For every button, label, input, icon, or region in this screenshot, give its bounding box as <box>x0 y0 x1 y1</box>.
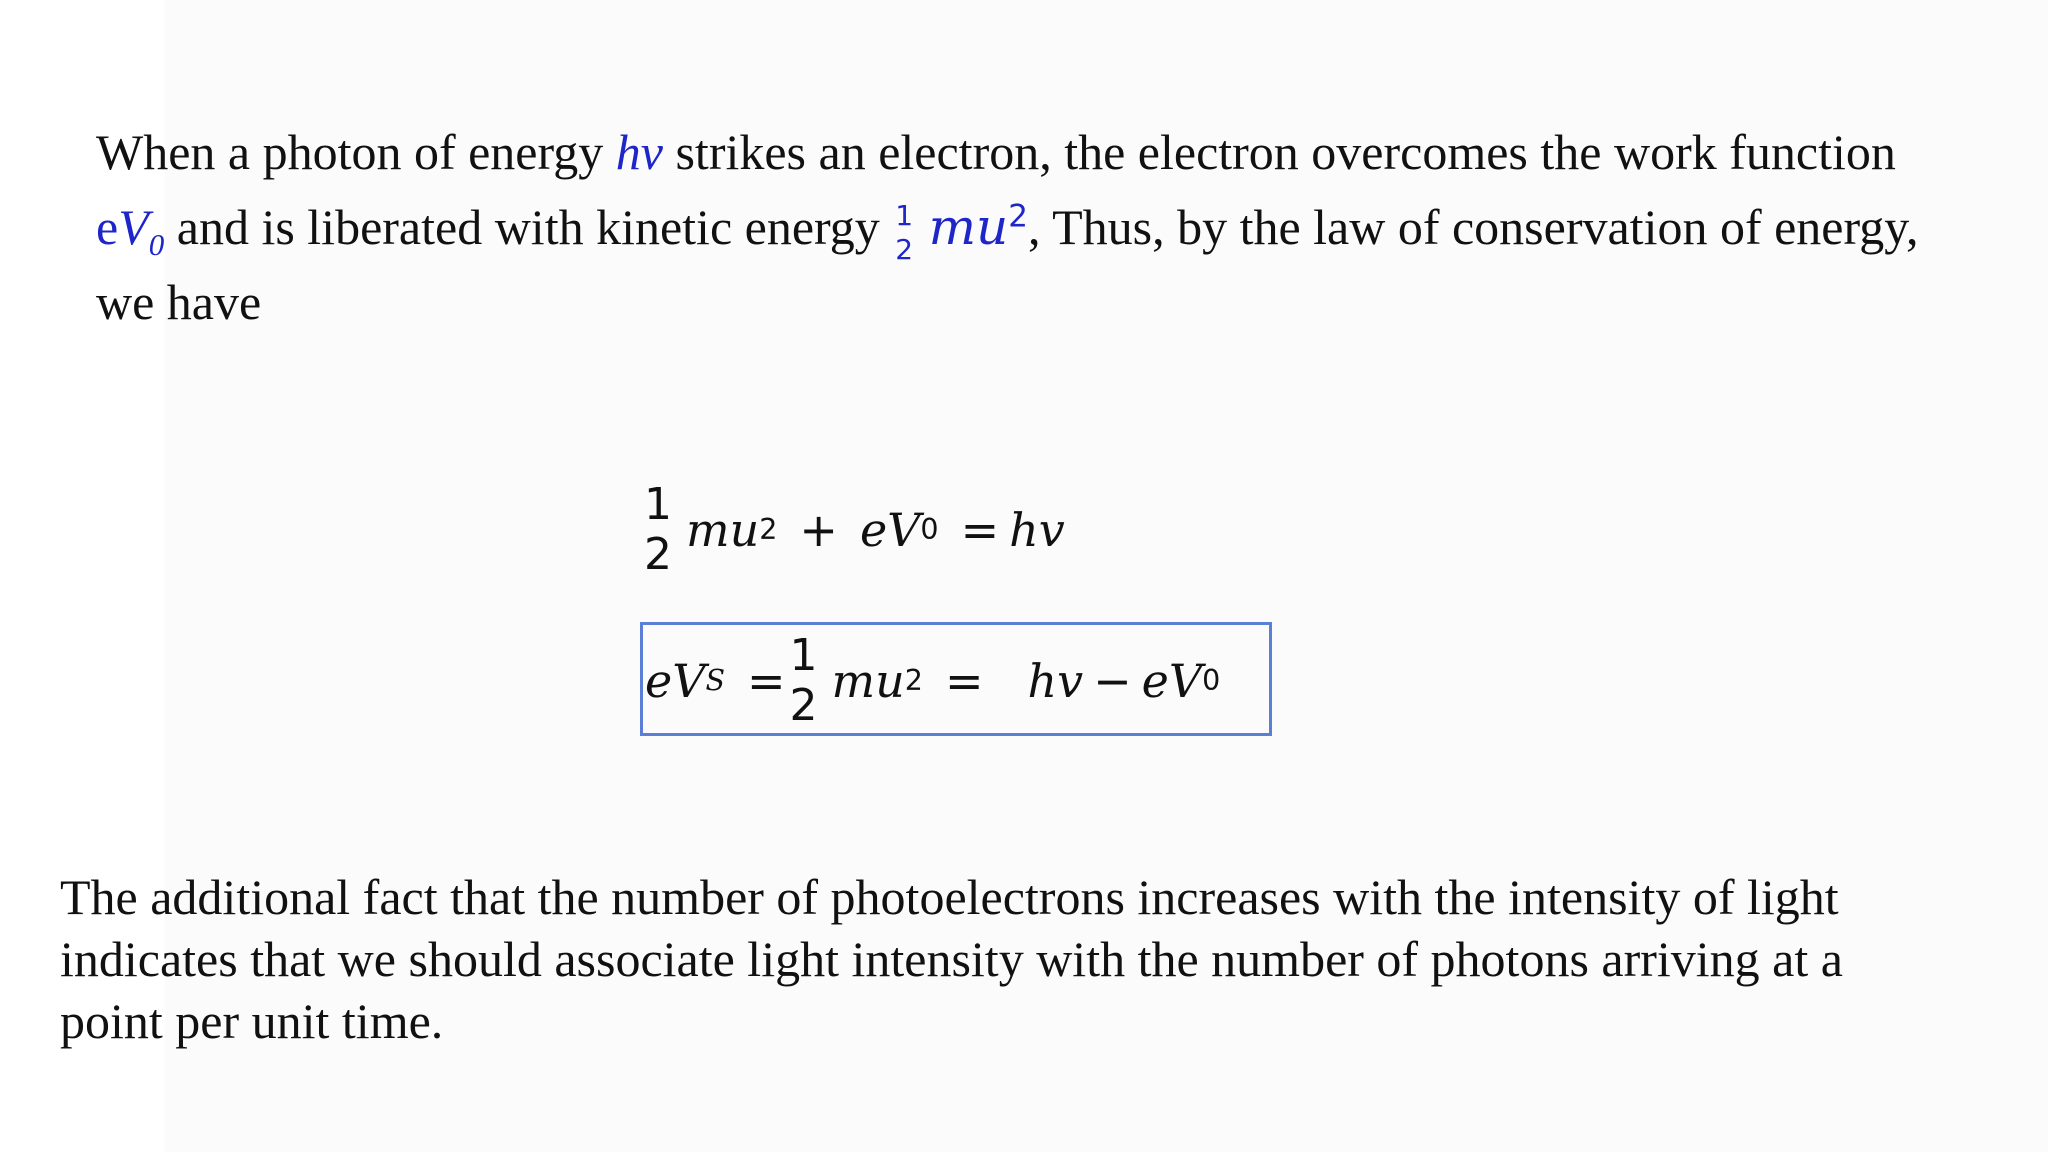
eq2-fraction-numerator: 1 <box>789 630 818 681</box>
inline-half-fraction <box>892 198 916 266</box>
eq2-ev: eV <box>645 654 706 708</box>
eq2-half-fraction <box>786 630 822 731</box>
intro-text-1: When a photon of energy <box>96 124 616 180</box>
eq1-plus: + <box>799 503 838 557</box>
closing-line-2: indicates that we should associate light intensity with the number of photons arriving at a <box>60 931 1843 987</box>
inline-mu: mu <box>928 198 1009 256</box>
intro-line-3 <box>96 265 1919 340</box>
eq2-minus: − <box>1093 654 1132 708</box>
eq1-fraction-denominator: 2 <box>644 529 672 580</box>
closing-line-1: The additional fact that the number of photoelectrons increases with the intensity of light <box>60 869 1839 925</box>
intro-line-2 <box>96 190 1919 265</box>
eq2-ev-2: eV <box>1141 654 1203 708</box>
inline-square: 2 <box>1008 198 1028 235</box>
inline-fraction-numerator: 1 <box>895 198 914 232</box>
eq2-equals-1: = <box>747 654 786 708</box>
intro-text-2: strikes an electron, the electron overcomes the work function <box>662 124 1896 180</box>
intro-line-1 <box>96 115 1919 190</box>
inline-fraction-denominator: 2 <box>895 232 914 266</box>
energy-conservation-equation: 1 2 mu 2 + eV 0 = hv <box>640 470 1065 590</box>
work-function-symbol <box>96 199 165 262</box>
work-function-subscript: 0 <box>148 227 165 262</box>
eq2-mu: mu <box>831 654 905 708</box>
eq2-fraction-denominator: 2 <box>789 680 818 731</box>
eq1-half-fraction <box>640 479 676 580</box>
stopping-potential-equation: eV S = 1 2 mu 2 = hv − eV 0 <box>645 630 1221 731</box>
work-function-v: V <box>118 199 149 255</box>
work-function-e: e <box>96 199 119 255</box>
eq2-equals-2: = <box>944 654 984 708</box>
eq1-fraction-numerator: 1 <box>644 479 672 530</box>
intro-text-3: and is liberated with kinetic energy <box>164 199 893 255</box>
intro-text-4: , Thus, by the law of conservation of energy, <box>1027 199 1919 255</box>
inline-kinetic-term <box>929 198 1028 256</box>
eq2-hv: hv <box>1027 654 1084 708</box>
intro-text-5: we have <box>96 274 262 330</box>
photon-energy-symbol: hv <box>615 124 663 180</box>
eq1-mu: mu <box>686 503 760 557</box>
closing-paragraph <box>60 866 1843 1052</box>
eq1-hv: hv <box>1009 503 1065 557</box>
closing-line-3: point per unit time. <box>60 993 444 1049</box>
intro-paragraph <box>96 115 1919 340</box>
eq1-ev: eV <box>859 503 921 557</box>
eq1-equals: = <box>960 503 1000 557</box>
